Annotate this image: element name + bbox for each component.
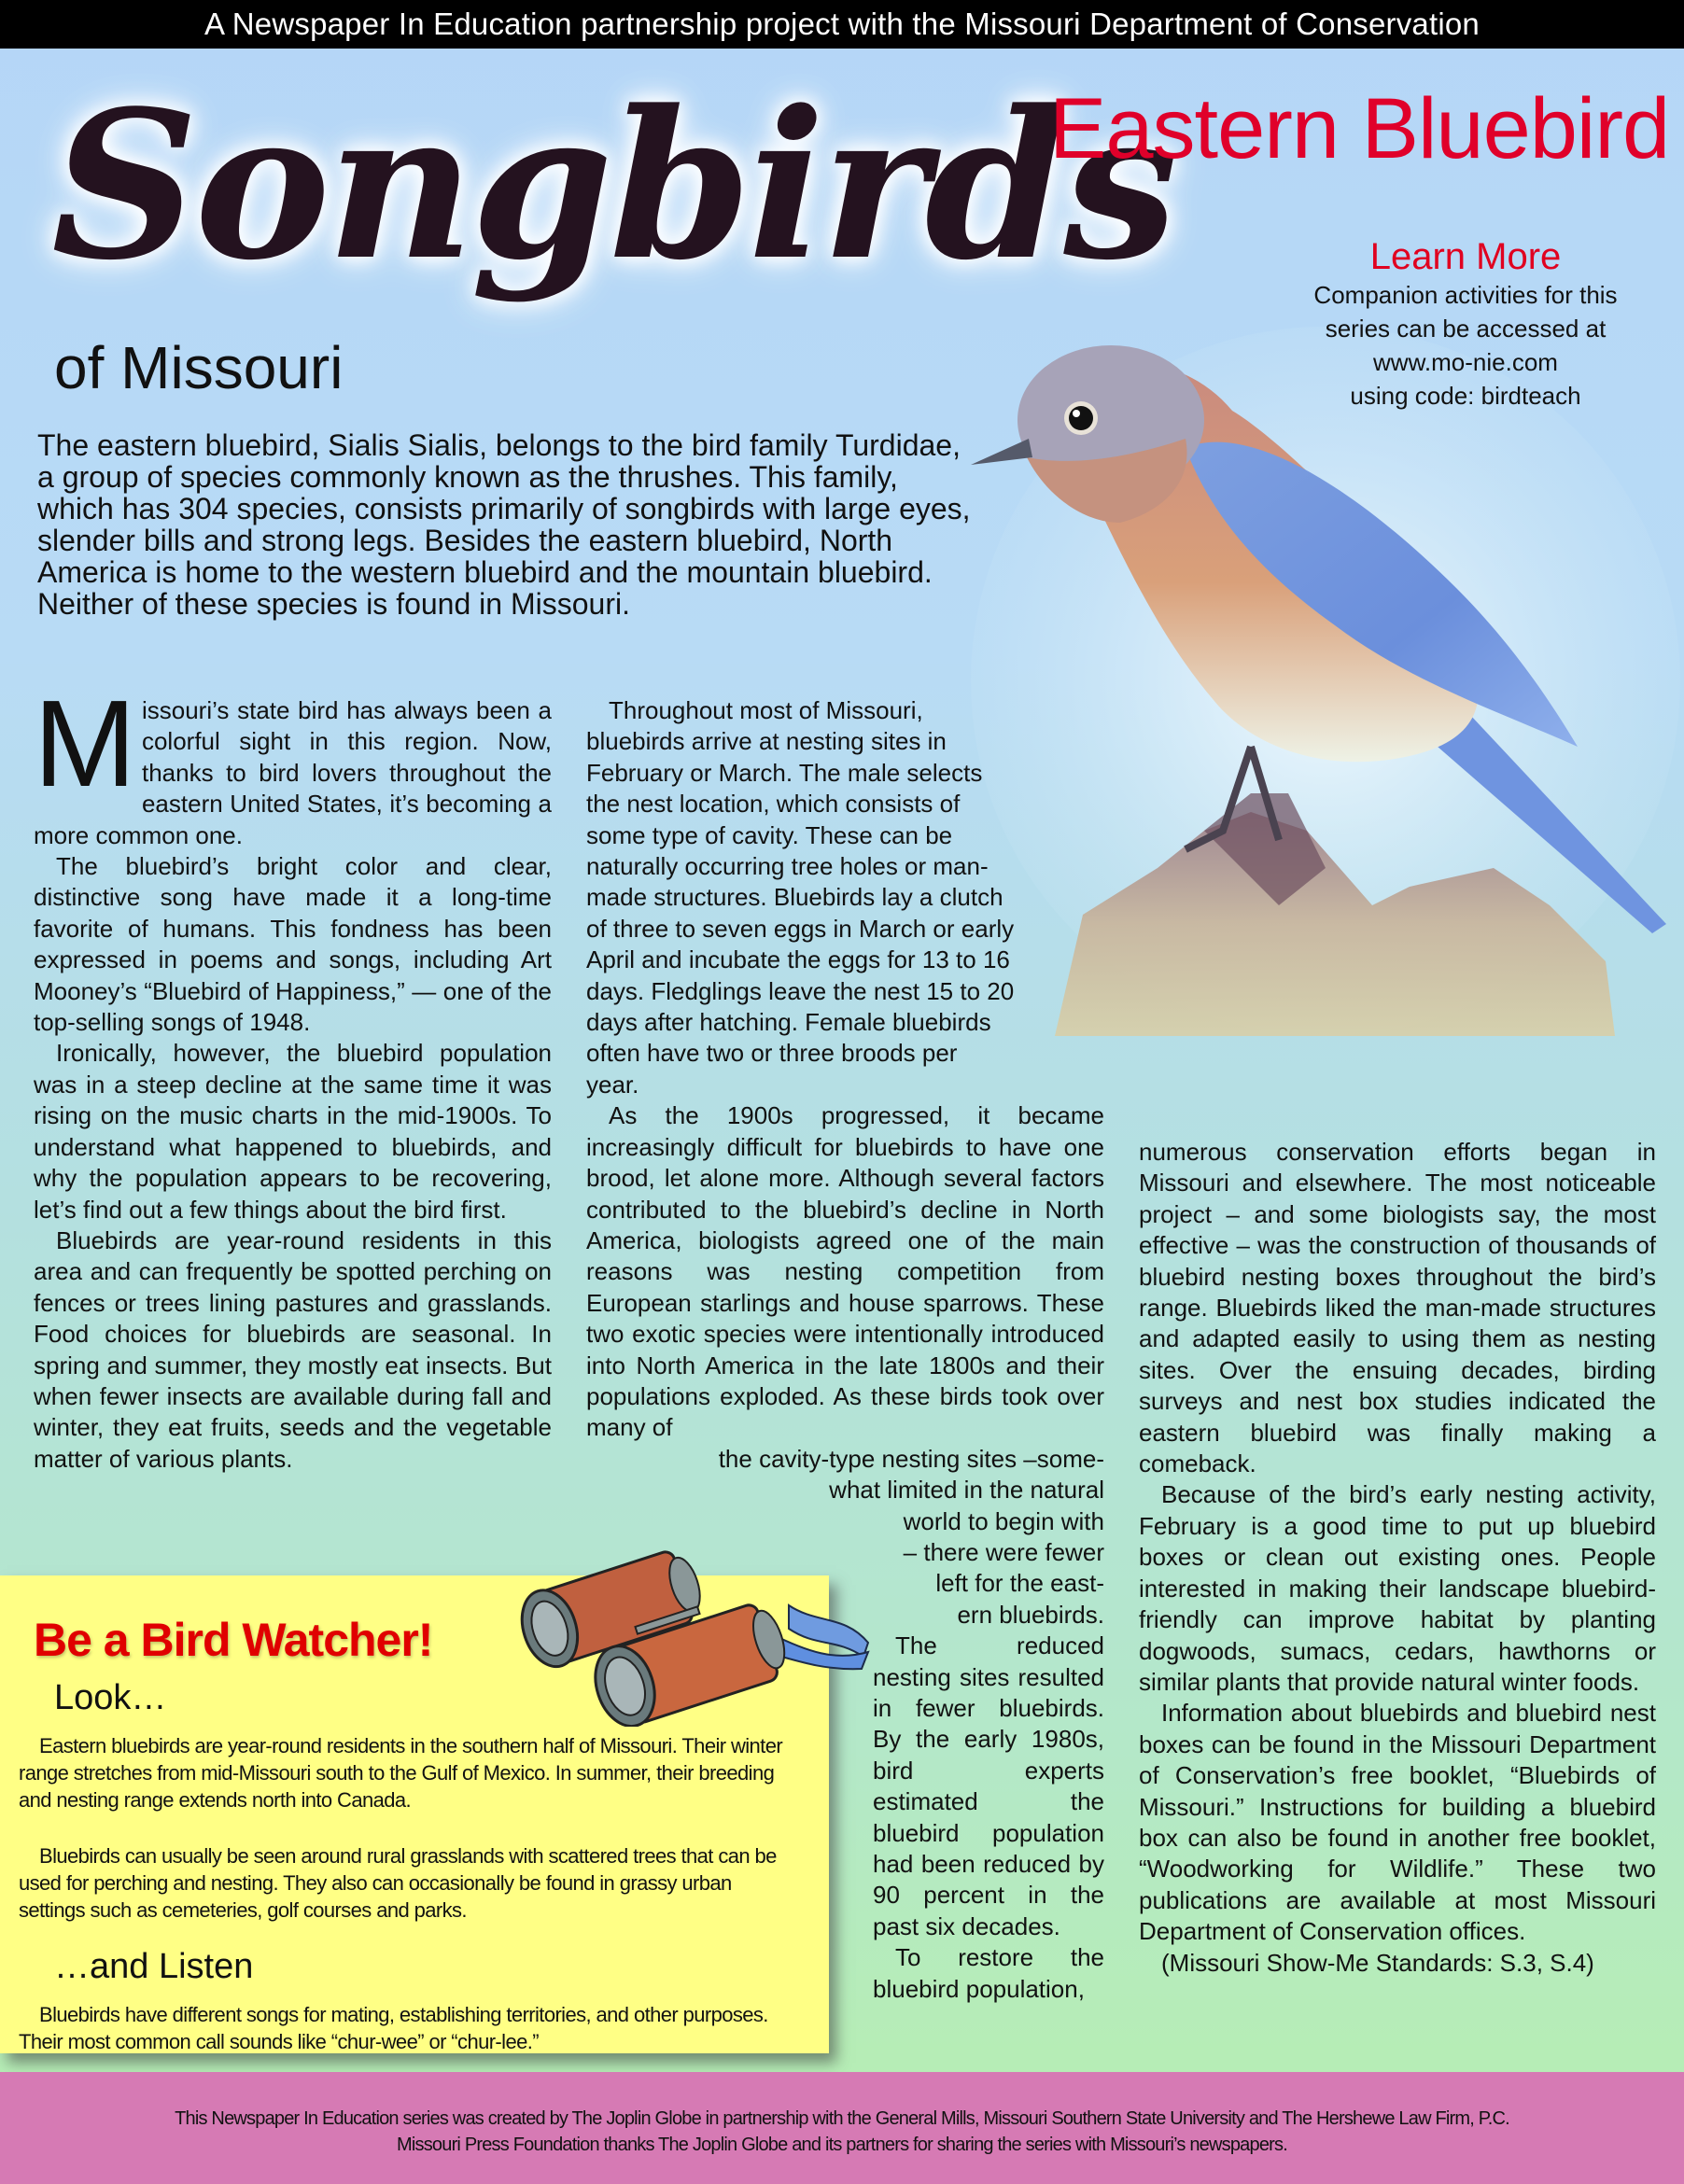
learn-more-line: Companion activities for this [1313,281,1618,309]
drop-cap: M [34,675,136,812]
species-title: Eastern Bluebird [1049,81,1670,176]
article-column-1 [34,675,552,1475]
learn-more-box [1288,235,1643,413]
article-paragraph: Because of the bird’s early nesting activity, February is a good time to put up bluebird boxes or clean out existing ones. People interested in making their landscape bluebird-friendly can improve habitat by planting dogwoods, sumacs, cedars, hawthorns or similar plants that provide natural winter foods. [1139,1480,1656,1696]
article-paragraph: As the 1900s progressed, it became increasingly difficult for bluebirds to have one brood, let alone more. Although several factors contributed to the bluebird’s decline in North America, biologists agreed one of the main reasons was nesting competition from European starlings and house sparrows. These two exotic species were intentionally introduced into North America in the late 1800s and their populations exploded. As these birds took over many of [586,1101,1104,1442]
look-paragraph: Eastern bluebirds are year-round residents in the southern half of Missouri. Their winter range stretches from mid-Missouri south to the Gulf of Mexico. In summer, their breeding and nesting range extends north into Canada. [19,1734,783,1812]
learn-more-url[interactable]: www.mo-nie.com [1373,348,1558,376]
listen-heading: …and Listen [54,1947,254,1986]
masthead-subtitle: of Missouri [54,334,344,401]
footer-thanks: Missouri Press Foundation thanks The Joplin Globe and its partners for sharing the series with Missouri’s newspapers. [397,2135,1287,2155]
wrap-line: ern bluebirds. [957,1600,1104,1629]
intro-paragraph: The eastern bluebird, Sialis Sialis, belongs to the bird family Turdidae, a group of species commonly known as the thrushes. This family, which has 304 species, consists primarily of songbirds with large eyes, slender bills and strong legs. Besides the eastern bluebird, North America is home to the western bluebird and the mountain bluebird. Neither of these species is found in Missouri. [37,428,971,621]
wrap-line: world to begin with [903,1506,1104,1535]
article-paragraph: The bluebird’s bright color and clear, distinctive song have made it a long-time favorite of humans. This fondness has been expressed in poems and songs, including Art Mooney’s “Bluebird of Happiness,” — one of the top-selling songs of 1948. [34,852,552,1037]
bird-watcher-title: Be a Bird Watcher! [34,1614,433,1666]
wrap-line: – there were fewer [903,1537,1104,1566]
wrap-line: left for the east- [935,1569,1104,1598]
learn-more-code: using code: birdteach [1350,382,1581,410]
banner-text: A Newspaper In Education partnership project with the Missouri Department of Conservation [204,7,1480,41]
footer-credits: This Newspaper In Education series was created by The Joplin Globe in partnership with the General Mills, Missouri Southern State University and The Hershewe Law Firm, P.C. [175,2108,1509,2129]
article-column-2 [586,695,1109,2005]
wrap-line: the cavity-type nesting sites –some- [718,1444,1104,1473]
footer [0,2072,1684,2184]
article-paragraph [34,675,552,851]
article-column-3 [1139,1137,1656,1979]
listen-paragraph: Bluebirds have different songs for mating, establishing territories, and other purposes. Their most common call sounds like “chur-wee” or “chur-lee.” [19,2003,768,2053]
wrap-line: what limited in the natural [829,1476,1104,1505]
article-paragraph: To restore the bluebird population, [873,1943,1104,2003]
learn-more-line: series can be accessed at [1325,315,1607,343]
masthead-title: Songbirds [51,66,1175,305]
article-paragraph: Throughout most of Missouri, bluebirds arrive at nesting sites in February or March. The male selects the nest location, which consists of some type of cavity. These can be naturally occurring tree holes or man-made structures. Bluebirds lay a clutch of three to seven eggs in March or early April and incubate the eggs for 13 to 16 days. Fledglings leave the nest 15 to 20 days after hatching. Female bluebirds often have two or three broods per year. [586,696,1015,1099]
top-banner [0,0,1684,49]
article-paragraph: The reduced nesting sites resulted in fewer bluebirds. By the early 1980s, bird experts estimated the bluebird population had been reduced by 90 percent in the past six decades. [873,1631,1104,1940]
article-paragraph: Ironically, however, the bluebird population was in a steep decline at the same time it was rising on the music charts in the mid-1900s. To understand what happened to bluebirds, and why the population appears to be recovering, let’s find out a few things about the bird first. [34,1039,552,1224]
article-paragraph-text: issouri’s state bird has always been a colorful sight in this region. Now, thanks to bird lovers throughout the eastern United States, it’s becoming a more common one. [34,696,552,849]
article-paragraph: numerous conservation efforts began in Missouri and elsewhere. The most noticeable project – and some biologists say, the most effective – was the construction of thousands of bluebird nesting boxes throughout the bird’s range. Bluebirds liked the man-made structures and adapted easily to using them as nesting sites. Over the ensuing decades, birding surveys and nest box studies indicated the eastern bluebird was finally making a comeback. [1139,1138,1656,1478]
article-wrap-text [586,1444,1104,1631]
article-paragraph: Bluebirds are year-round residents in this area and can frequently be spotted perching on fences or trees lining pastures and grasslands. Food choices for bluebirds are seasonal. In spring and summer, they mostly eat insects. But when fewer insects are available during fall and winter, they eat fruits, seeds and the vegetable matter of various plants. [34,1225,552,1473]
look-paragraph: Bluebirds can usually be seen around rural grasslands with scattered trees that can be used for perching and nesting. They also can occasionally be found in grassy urban settings such as cemeteries, golf courses and parks. [19,1844,777,1922]
learn-more-title: Learn More [1369,236,1562,277]
look-heading: Look… [54,1678,167,1717]
article-paragraph: Information about bluebirds and bluebird nest boxes can be found in the Missouri Department of Conservation’s free booklet, “Bluebirds of Missouri.” Instructions for building a bluebird box can also be found in another free booklet, “Woodworking for Wildlife.” These two publications are available at most Missouri Department of Conservation offices. [1139,1699,1656,1946]
standards-note: (Missouri Show-Me Standards: S.3, S.4) [1161,1948,1594,1977]
